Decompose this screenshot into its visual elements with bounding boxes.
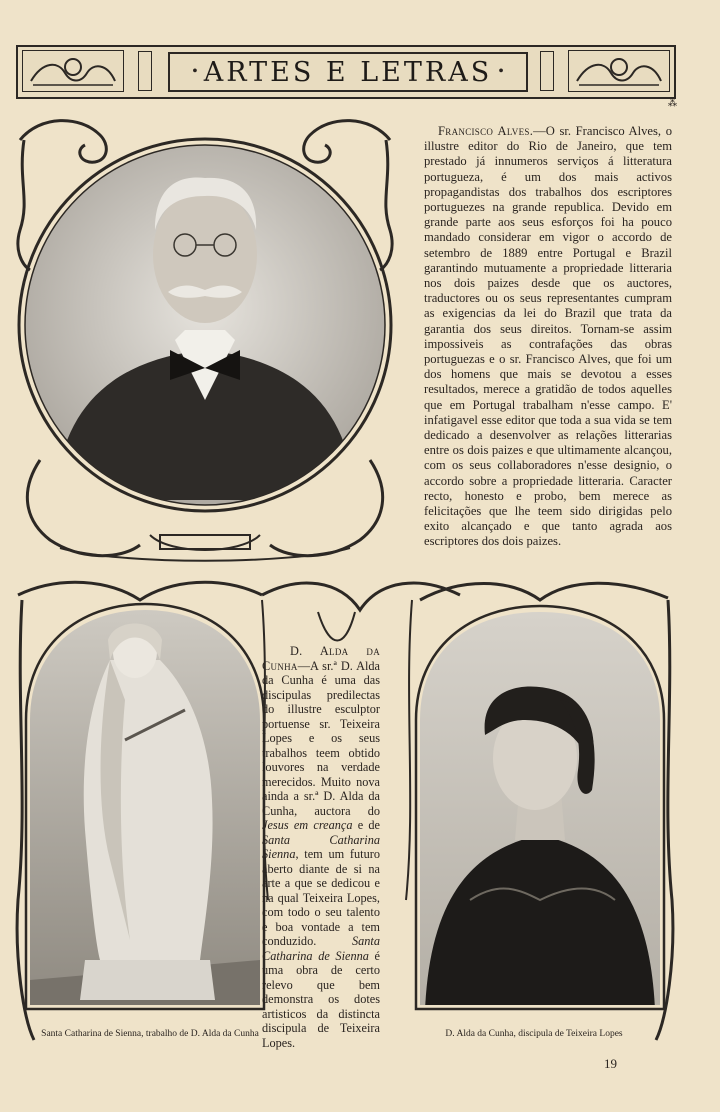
section-title: ARTES E LETRAS	[203, 56, 493, 88]
article-name-alves: Francisco Alves.	[438, 124, 534, 138]
photo-alda-da-cunha	[416, 600, 666, 1010]
photo-statue-santa-catharina	[26, 600, 266, 1010]
caption-statue: Santa Catharina de Sienna, trabalho de D. Alda da Cunha	[41, 1029, 259, 1039]
article-name-alda: D. Alda da Cunha	[262, 644, 380, 673]
magazine-page: • ARTES E LETRAS • ⁂ Francisco Alves.—O sr. Francisco Alves, o illustre editor do Rio de Janeiro, que tem prestado já innumeros serviços á litteratura portugueza, é um dos mais activos propagandistas dos trabalhos dos escriptores portuguezes na grande republica. Devido em grande parte aos seus esforços foi ha pouco mandado considerar em vigor o accordo de setembro de 1889 entre Portugal e Brazil garantindo mutuamente a propriedade litteraria nos dois paizes desde que os auctores, traductores ou os seus representantes cumpram as exigencias da lei do Brazil que trata da garantia dos seus direitos. Tornam-se assim impossiveis as contrafações das obras portuguezas e o sr. Francisco Alves, que foi um dos homens que mais se devotou a esses resultados, merece a gratidão de todos aquelles que em Portugal trabalham n'esse campo. E' infatigavel esse editor que toda a sua vida se tem dedicado a desenvolver as relações litterarias entre os dois paizes e que ultimamente alcançou, com os seus collaboradores n'esse designio, o accordo sobre a propriedade litteraria. Caracter recto, honesto e probo, bem merece as felicitações que lhe teem sido dirigidas pelo exito alcançado e que tanto agrada aos escriptores dos dois paizes. D. Alda da Cunha—A sr.ª D. Alda da Cunha é uma das discipulas predilectas do illustre esculptor portuense sr. Teixeira Lopes e os seus trabalhos teem obtido louvores na verdade merecidos. Muito nova ainda a sr.ª D. Alda da Cunha, auctora do Jesus em creança e de Santa Catharina Sienna, tem um futuro aberto diante de si na arte a que se dedicou e na qual Teixeira Lopes, com todo o seu talento e boa vontade a tem conduzido. Santa Catharina de Sienna é uma obra de certo relevo que bem demonstra os dotes artisticos da distincta discipula de Teixeira Lopes. Santa Catharina de Sienna, trabalho de D. Alda da Cunha D. Alda da Cunha, discipula de Teixeira Lopes 19	[0, 0, 720, 1112]
caption-lady: D. Alda da Cunha, discipula de Teixeira Lopes	[445, 1029, 623, 1039]
banner-title-box: • ARTES E LETRAS •	[168, 52, 528, 92]
article-body-alves: —O sr. Francisco Alves, o illustre editor do Rio de Janeiro, que tem prestado já innumeros serviços á litteratura portugueza, é um dos mais activos propagandistas dos trabalhos dos escriptores portuguezes na grande republica. Devido em grande parte aos seus esforços foi ha pouco mandado considerar em vigor o accordo de setembro de 1889 entre Portugal e Brazil garantindo mutuamente a propriedade litteraria nos dois paizes desde que os auctores, traductores ou os seus representantes cumpram as exigencias da lei do Brazil que trata da garantia dos seus direitos. Tornam-se assim impossiveis as contrafações das obras portuguezas e o sr. Francisco Alves, que foi um dos homens que mais se devotou a esses resultados, merece a gratidão de todos aquelles que em Portugal trabalham n'esse campo. E' infatigavel esse editor que toda a sua vida se tem dedicado a desenvolver as relações litterarias entre os dois paizes e que ultimamente alcançou, com os seus collaboradores n'esse designio, o accordo sobre a propriedade litteraria. Caracter recto, honesto e probo, bem merece as felicitações que lhe teem sido dirigidas pelo exito alcançado e que tanto agrada aos escriptores dos dois paizes.	[424, 124, 672, 549]
article-alda-da-cunha: D. Alda da Cunha—A sr.ª D. Alda da Cunha é uma das discipulas predilectas do illustre esculptor portuense sr. Teixeira Lopes e os seus trabalhos teem obtido louvores na verdade merecidos. Muito nova ainda a sr.ª D. Alda da Cunha, auctora do Jesus em creança e de Santa Catharina Sienna, tem um futuro aberto diante de si na arte a que se dedicou e na qual Teixeira Lopes, com todo o seu talento e boa vontade a tem conduzido. Santa Catharina de Sienna é uma obra de certo relevo que bem demonstra os dotes artisticos da distincta discipula de Teixeira Lopes.	[262, 644, 380, 1050]
page-number: 19	[604, 1056, 617, 1071]
article-francisco-alves	[424, 124, 672, 550]
